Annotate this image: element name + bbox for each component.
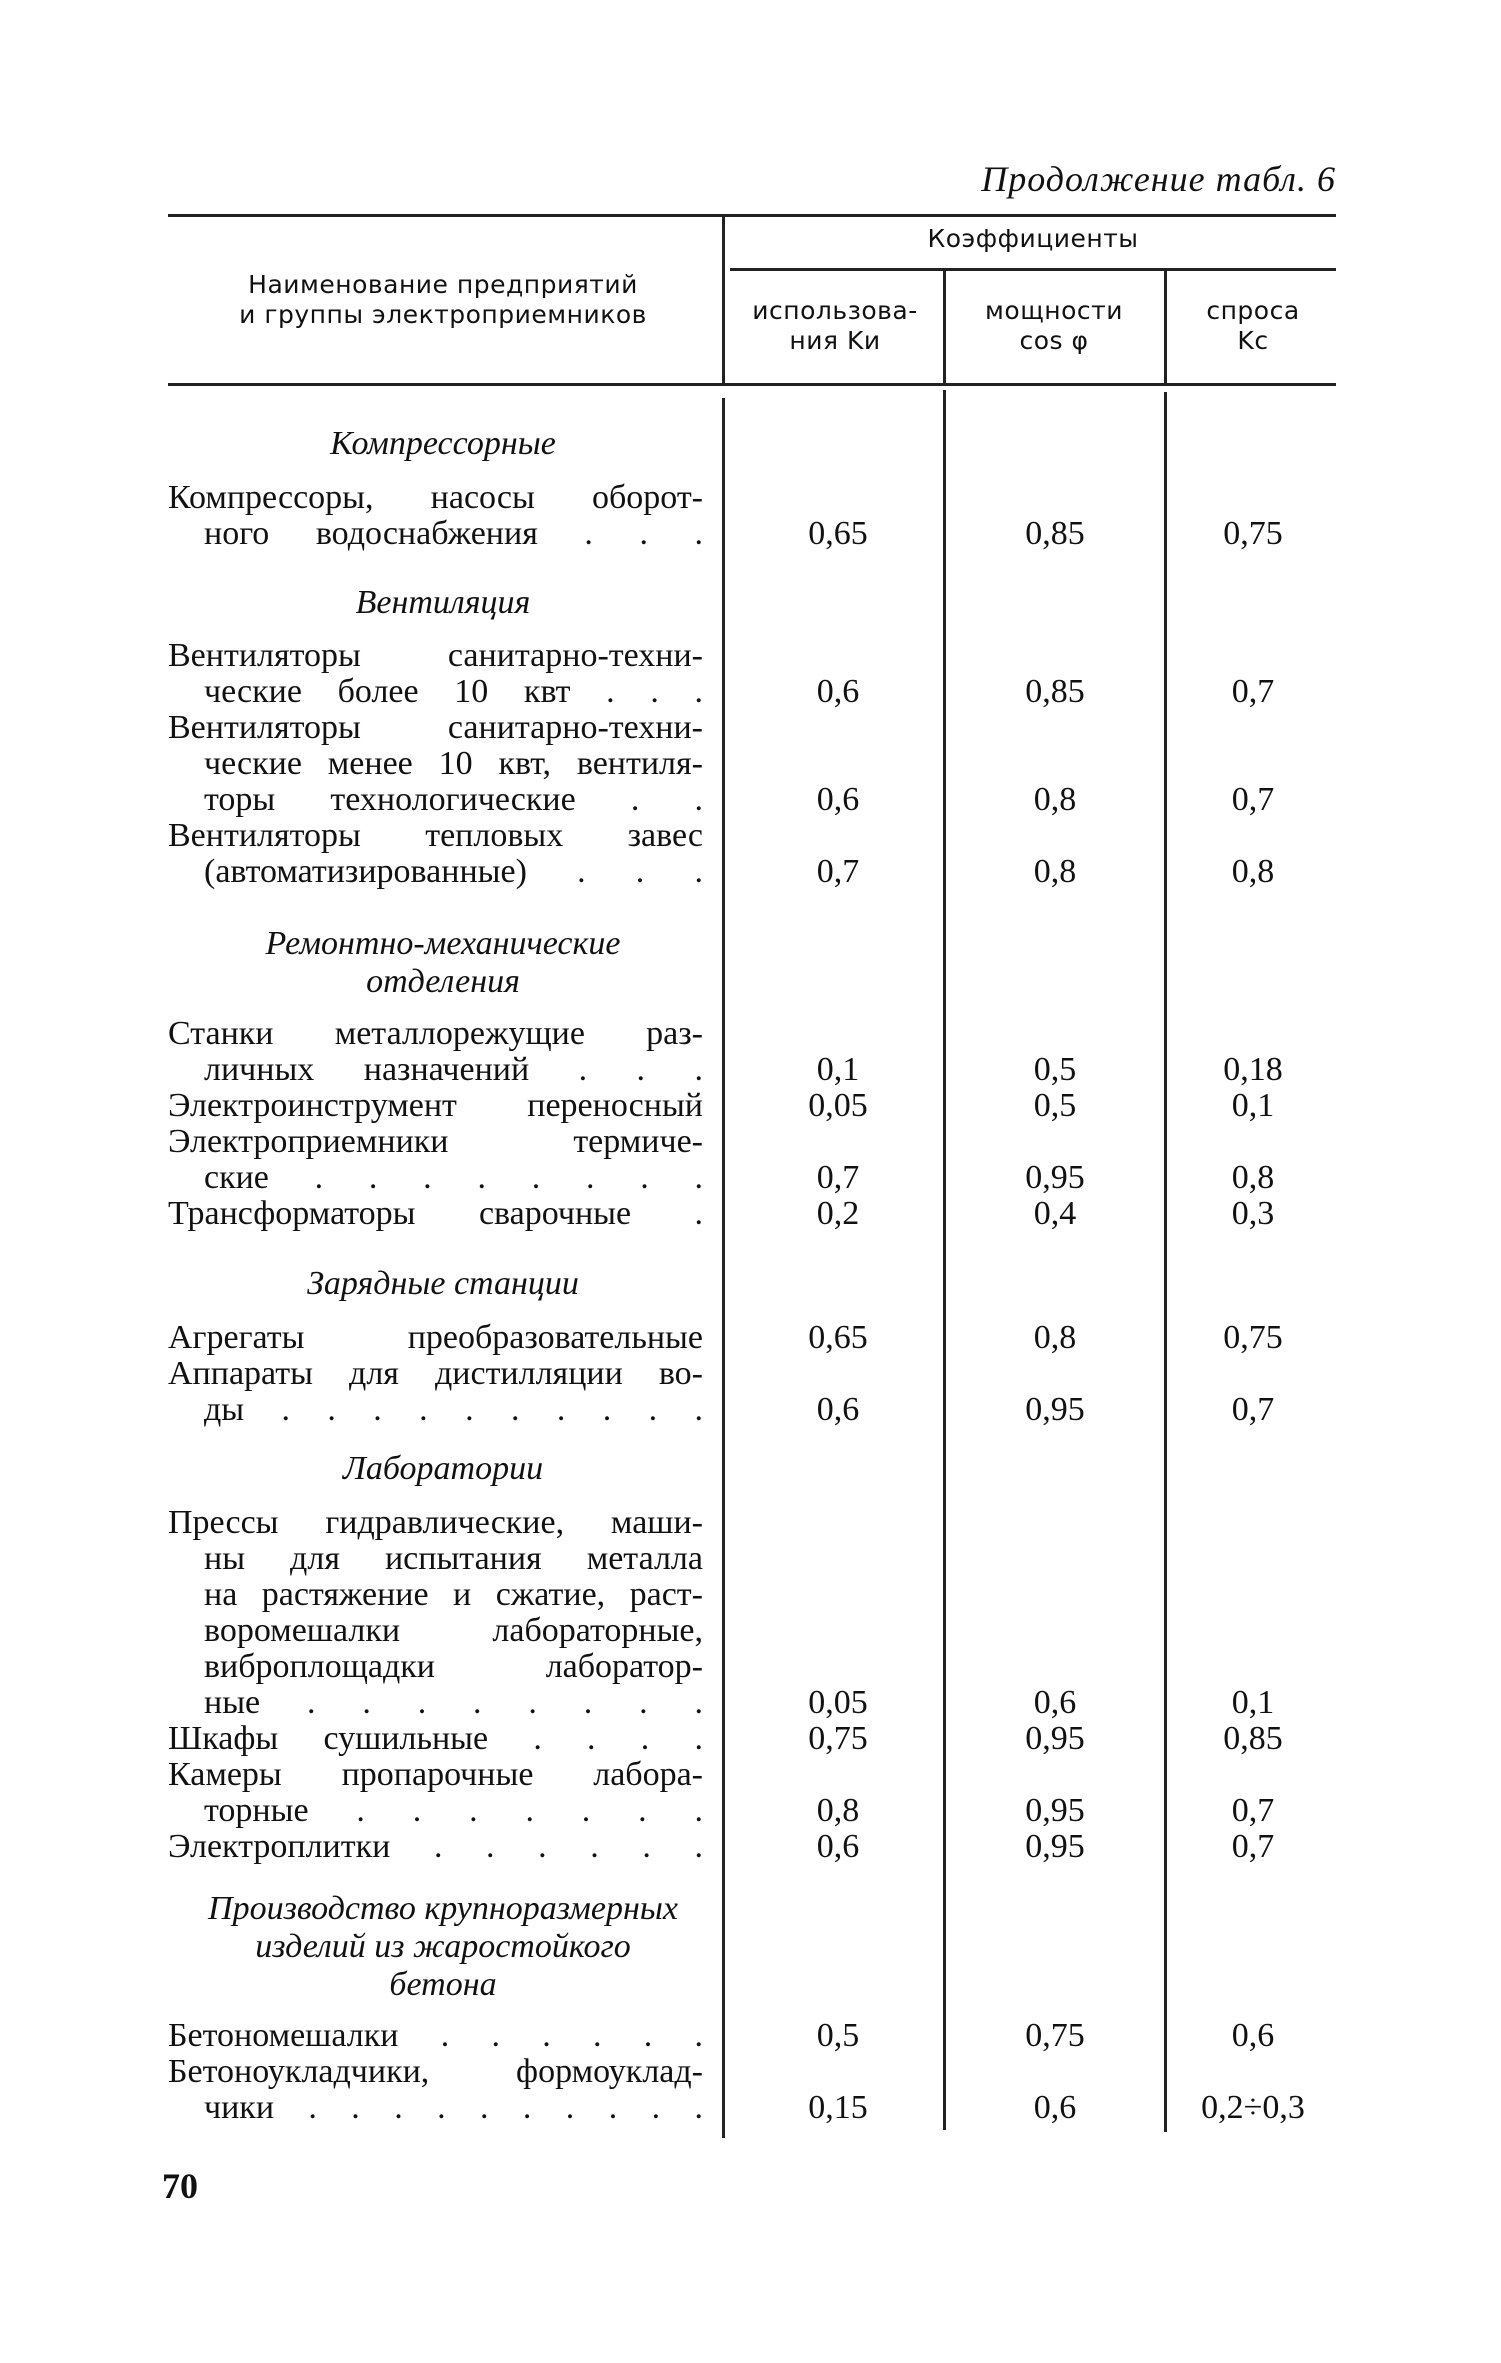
row-label-line: Электроплитки . . . . . . [168, 1828, 703, 1865]
demand-value: 0,18 [1223, 1051, 1283, 1088]
section-title [168, 584, 718, 622]
utilization-value: 0,75 [808, 1720, 868, 1757]
coefficients-rule [730, 268, 1336, 271]
row-label-line: Прессы гидравлические, маши- [168, 1504, 703, 1541]
continuation-caption: Продолжение табл. 6 [981, 159, 1336, 199]
utilization-value: 0,6 [816, 1828, 860, 1865]
demand-value: 0,7 [1231, 781, 1275, 818]
power-factor-value: 0,95 [1025, 1391, 1085, 1428]
row-label-line: личных назначений . . . [204, 1051, 703, 1088]
body-divider-1 [943, 390, 946, 2130]
demand-value: 0,85 [1223, 1720, 1283, 1757]
row-label-line: ны для испытания металла [204, 1540, 703, 1577]
section-title-line: Производство крупноразмерных [208, 1890, 678, 1927]
power-factor-value: 0,95 [1025, 1828, 1085, 1865]
section-title [168, 1265, 718, 1303]
section-title [168, 925, 718, 1001]
row-label-line: Электроинструмент переносный [168, 1087, 703, 1124]
utilization-value: 0,65 [808, 515, 868, 552]
section-title-line: Лаборатории [342, 1450, 544, 1487]
row-label-line: Вентиляторы тепловых завес [168, 817, 703, 854]
row-label-line: воромешалки лабораторные, [204, 1612, 703, 1649]
table-row-label [168, 1196, 703, 1232]
header-divider-2 [1164, 270, 1167, 384]
header-name-line1: Наименование предприятий [248, 270, 638, 299]
table-row-label [168, 710, 703, 818]
section-title [168, 1450, 718, 1488]
demand-value: 0,7 [1231, 1792, 1275, 1829]
header-coefficients: Коэффициенты [927, 224, 1139, 253]
demand-value: 0,75 [1223, 515, 1283, 552]
row-label-line: Бетоноукладчики, формоуклад- [168, 2053, 703, 2090]
section-title-line: Зарядные станции [307, 1265, 579, 1302]
row-label-line: ды . . . . . . . . . . [204, 1391, 703, 1428]
power-factor-value: 0,95 [1025, 1792, 1085, 1829]
table-row-label [168, 1721, 703, 1757]
demand-value: 0,8 [1231, 853, 1275, 890]
power-factor-value: 0,95 [1025, 1720, 1085, 1757]
power-factor-value: 0,8 [1033, 853, 1077, 890]
power-factor-value: 0,8 [1033, 781, 1077, 818]
power-factor-value: 0,4 [1033, 1195, 1077, 1232]
power-factor-value: 0,8 [1033, 1319, 1077, 1356]
header-bottom-rule [168, 383, 1336, 386]
row-label-line: ные . . . . . . . . [204, 1684, 703, 1721]
row-label-line: Компрессоры, насосы оборот- [168, 479, 703, 516]
header-col2-line2: cos φ [1019, 326, 1089, 355]
utilization-value: 0,6 [816, 1391, 860, 1428]
utilization-value: 0,1 [816, 1051, 860, 1088]
row-label-line: Вентиляторы санитарно-техни- [168, 637, 703, 674]
power-factor-value: 0,6 [1033, 2089, 1077, 2126]
table-row-label [168, 1124, 703, 1196]
table-row-label [168, 1829, 703, 1865]
row-label-line: торы технологические . . [204, 781, 703, 818]
header-name-line2: и группы электроприемников [239, 300, 647, 329]
header-col1-line2: ния Kи [789, 326, 881, 355]
power-factor-value: 0,85 [1025, 673, 1085, 710]
row-label-line: чики . . . . . . . . . . [204, 2089, 703, 2126]
power-factor-value: 0,6 [1033, 1684, 1077, 1721]
row-label-line: Электроприемники термиче- [168, 1123, 703, 1160]
power-factor-value: 0,85 [1025, 515, 1085, 552]
demand-value: 0,2÷0,3 [1201, 2089, 1305, 2126]
utilization-value: 0,5 [816, 2017, 860, 2054]
demand-value: 0,7 [1231, 1828, 1275, 1865]
power-factor-value: 0,5 [1033, 1051, 1077, 1088]
demand-value: 0,6 [1231, 2017, 1275, 2054]
power-factor-value: 0,75 [1025, 2017, 1085, 2054]
section-title-line: Ремонтно-механические [265, 925, 621, 962]
row-label-line: (автоматизированные) . . . [204, 853, 703, 890]
body-divider-main [722, 398, 725, 2138]
utilization-value: 0,05 [808, 1087, 868, 1124]
row-label-line: виброплощадки лаборатор- [204, 1648, 703, 1685]
body-divider-2 [1164, 392, 1167, 2132]
section-title [168, 425, 718, 463]
utilization-value: 0,65 [808, 1319, 868, 1356]
row-label-line: Агрегаты преобразовательные [168, 1319, 703, 1356]
row-label-line: Вентиляторы санитарно-техни- [168, 709, 703, 746]
header-col-utilization [730, 296, 940, 356]
row-label-line: Станки металлорежущие раз- [168, 1015, 703, 1052]
row-label-line: Аппараты для дистилляции во- [168, 1355, 703, 1392]
row-label-line: ческие менее 10 квт, вентиля- [204, 745, 703, 782]
header-col-demand [1170, 296, 1336, 356]
row-label-line: ские . . . . . . . . [204, 1159, 703, 1196]
section-title-line: изделий из жаростойкого [255, 1928, 631, 1965]
table-row-label [168, 1505, 703, 1721]
table-row-label [168, 818, 703, 890]
demand-value: 0,1 [1231, 1684, 1275, 1721]
table-row-label [168, 1088, 703, 1124]
utilization-value: 0,6 [816, 781, 860, 818]
table-row-label [168, 2018, 703, 2054]
demand-value: 0,3 [1231, 1195, 1275, 1232]
header-divider-main [722, 216, 725, 384]
header-col2-line1: мощности [985, 296, 1123, 325]
table-row-label [168, 2054, 703, 2126]
power-factor-value: 0,5 [1033, 1087, 1077, 1124]
table-row-label [168, 638, 703, 710]
utilization-value: 0,2 [816, 1195, 860, 1232]
table-row-label [168, 1320, 703, 1356]
demand-value: 0,75 [1223, 1319, 1283, 1356]
table-row-label [168, 1016, 703, 1088]
demand-value: 0,1 [1231, 1087, 1275, 1124]
header-col-power [948, 296, 1160, 356]
section-title-line: Компрессорные [330, 425, 556, 462]
header-col3-line1: спроса [1206, 296, 1300, 325]
row-label-line: на растяжение и сжатие, раст- [204, 1576, 703, 1613]
row-label-line: Трансформаторы сварочные . [168, 1195, 703, 1232]
row-label-line: ного водоснабжения . . . [204, 515, 703, 552]
power-factor-value: 0,95 [1025, 1159, 1085, 1196]
table-row-label [168, 480, 703, 552]
demand-value: 0,7 [1231, 1391, 1275, 1428]
table-row-label [168, 1356, 703, 1428]
utilization-value: 0,15 [808, 2089, 868, 2126]
demand-value: 0,8 [1231, 1159, 1275, 1196]
table-row-label [168, 1757, 703, 1829]
section-title-line: Вентиляция [355, 584, 531, 621]
page-number: 70 [162, 2166, 198, 2206]
row-label-line: Шкафы сушильные . . . . [168, 1720, 703, 1757]
table-top-rule [168, 214, 1336, 217]
section-title-line: бетона [389, 1966, 497, 2003]
utilization-value: 0,8 [816, 1792, 860, 1829]
header-name-column [168, 270, 718, 330]
row-label-line: Бетономешалки . . . . . . [168, 2017, 703, 2054]
utilization-value: 0,7 [816, 853, 860, 890]
header-divider-1 [943, 270, 946, 384]
utilization-value: 0,7 [816, 1159, 860, 1196]
demand-value: 0,7 [1231, 673, 1275, 710]
row-label-line: торные . . . . . . . [204, 1792, 703, 1829]
header-col3-line2: Kс [1237, 326, 1269, 355]
row-label-line: Камеры пропарочные лабора- [168, 1756, 703, 1793]
section-title [168, 1890, 718, 2004]
utilization-value: 0,6 [816, 673, 860, 710]
header-col1-line1: использова- [752, 296, 918, 325]
utilization-value: 0,05 [808, 1684, 868, 1721]
section-title-line: отделения [366, 963, 520, 1000]
row-label-line: ческие более 10 квт . . . [204, 673, 703, 710]
